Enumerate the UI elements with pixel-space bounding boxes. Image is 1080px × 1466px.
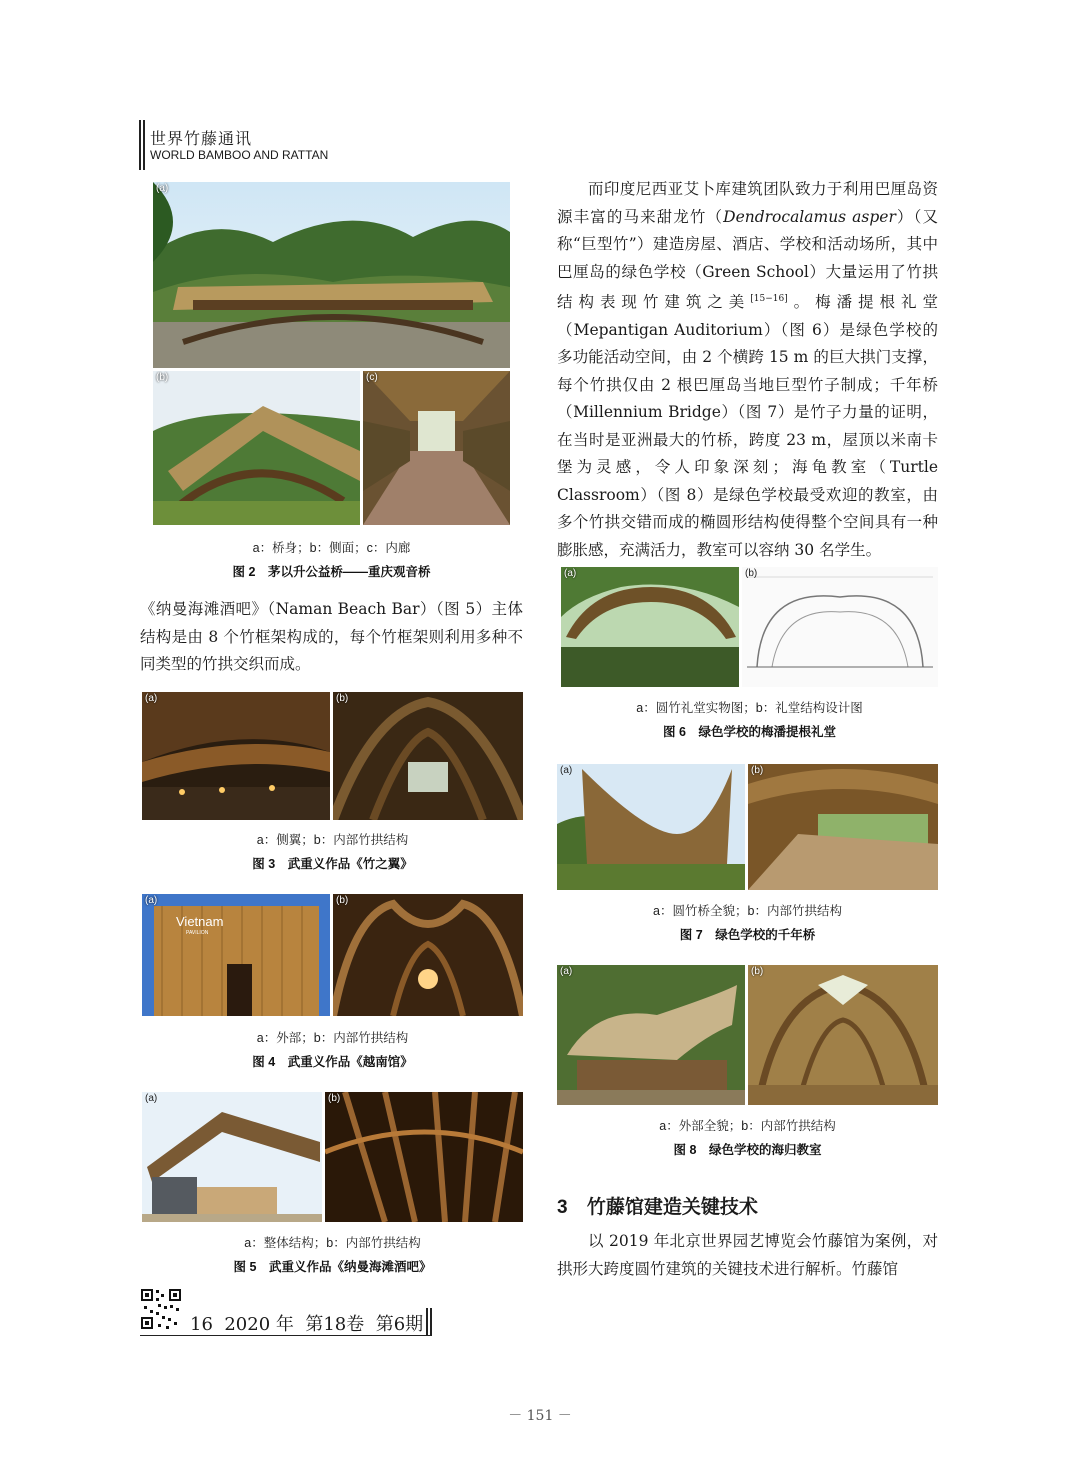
qr-code-icon (140, 1288, 182, 1330)
fig2-caption: 图 2 茅以升公益桥——重庆观音桥 (232, 565, 431, 579)
fig4-subcaption: a：外部；b：内部竹拱结构 (256, 1031, 409, 1045)
fig5b-tag: (b) (328, 1093, 341, 1104)
fig2a-tag: (a) (156, 183, 169, 194)
page-number: － 151 － (508, 1408, 572, 1424)
fig4b-pavilion-interior-photo (333, 894, 523, 1016)
fig2b-bridge-side-photo (153, 371, 360, 525)
fig2c-tag: (c) (366, 372, 378, 383)
footer-issue: 第6期 (375, 1314, 424, 1335)
fig5a-bar-structure-photo (142, 1092, 322, 1222)
fig6a-auditorium-photo (561, 567, 739, 687)
left-paragraph: 《纳曼海滩酒吧》（Naman Beach Bar）（图 5）主体结构是由 8 个竹框架构成的，每个竹框架则利用多种不同类型的竹拱交织而成。 (140, 600, 523, 673)
fig4-caption: 图 4 武重义作品《越南馆》 (252, 1055, 413, 1069)
fig8a-tag: (a) (560, 966, 573, 977)
fig7-subcaption: a：圆竹桥全貌；b：内部竹拱结构 (653, 904, 842, 918)
fig2b-tag: (b) (156, 372, 169, 383)
fig6a-tag: (a) (564, 568, 577, 579)
section-title: 竹藤馆建造关键技术 (586, 1197, 758, 1218)
fig3a-wing-photo (142, 692, 330, 820)
fig6-subcaption: a：圆竹礼堂实物图；b：礼堂结构设计图 (636, 701, 863, 715)
fig5-subcaption: a：整体结构；b：内部竹拱结构 (244, 1236, 421, 1250)
vietnam-sign: Vietnam (176, 914, 224, 929)
fig7a-bridge-photo (557, 764, 745, 890)
fig6-caption: 图 6 绿色学校的梅潘提根礼堂 (663, 725, 836, 739)
footer-bar (426, 1308, 432, 1336)
header-bar (139, 120, 145, 170)
fig5-caption: 图 5 武重义作品《纳曼海滩酒吧》 (233, 1260, 432, 1274)
fig7b-bridge-interior-photo (748, 764, 938, 890)
footer-volume: 第18卷 (305, 1314, 365, 1335)
fig3-caption: 图 3 武重义作品《竹之翼》 (252, 857, 413, 871)
right-text-part2: ）（又称“巨型竹”）建造房屋、酒店、学校和活动场所，其中巴厘岛的绿色学校（Green School）大量运用了竹拱结构表现竹建筑之美 (557, 207, 938, 312)
fig8-subcaption: a：外部全貌；b：内部竹拱结构 (659, 1119, 836, 1133)
fig3b-arch-photo (333, 692, 523, 820)
right-text-part1: 而印度尼西亚艾卜库建筑团队致力于利用巴厘岛资源丰富的马来甜龙竹（ (557, 180, 938, 226)
fig8b-tag: (b) (751, 966, 764, 977)
fig8-caption: 图 8 绿色学校的海归教室 (673, 1143, 822, 1157)
footer-rule (140, 1335, 430, 1336)
section-paragraph (557, 1228, 938, 1283)
fig6b-auditorium-drawing (742, 567, 938, 687)
fig2a-bridge-photo (153, 182, 510, 368)
fig2-subcaption: a：桥身；b：侧面；c：内廊 (252, 541, 411, 555)
fig4a-tag: (a) (145, 895, 158, 906)
fig8a-classroom-exterior-photo (557, 965, 745, 1105)
fig4a-pavilion-exterior-photo (142, 894, 330, 1016)
right-paragraph (557, 176, 938, 564)
fig3a-tag: (a) (145, 693, 158, 704)
fig4b-tag: (b) (336, 895, 349, 906)
fig5b-bar-interior-photo (325, 1092, 523, 1222)
pavilion-sign: PAVILION (186, 930, 209, 936)
fig3b-tag: (b) (336, 693, 349, 704)
reference-mark: [15−16] (750, 294, 788, 304)
fig7-caption: 图 7 绿色学校的千年桥 (679, 928, 816, 942)
right-text-part3: 。梅潘提根礼堂（Mepantigan Auditorium）（图 6）是绿色学校的多功能活动空间，由 2 个横跨 15 m 的巨大拱门支撑，每个竹拱仅由 2 根巴厘岛当地巨型竹子制成；千年桥（Millennium Bridge）（图 7）是竹子力量的证明，在当时是亚洲最大的竹桥，跨度 23 m，屋顶以米南卡堡为灵感，令人印象深刻；海龟教室（Turtle Classroom）（图 8）是绿色学校最受欢迎的教室，由多个竹拱交错而成的椭圆形结构使得整个空间具有一种膨胀感，充满活力，教室可以容纳 30 名学生。 (557, 293, 938, 559)
footer-page: 16 (190, 1314, 213, 1335)
footer-issue-info (190, 1310, 423, 1336)
footer-year: 2020 年 (224, 1314, 294, 1335)
journal-title-cn: 世界竹藤通讯 (150, 129, 253, 148)
fig3-subcaption: a：侧翼；b：内部竹拱结构 (256, 833, 409, 847)
fig6b-tag: (b) (745, 568, 758, 579)
section-number: 3 (557, 1197, 568, 1218)
section-heading (557, 1192, 758, 1219)
section-text: 以 2019 年北京世界园艺博览会竹藤馆为案例，对拱形大跨度圆竹建筑的关键技术进行解析。竹藤馆 (557, 1232, 938, 1278)
fig7b-tag: (b) (751, 765, 764, 776)
fig5a-tag: (a) (145, 1093, 158, 1104)
fig7a-tag: (a) (560, 765, 573, 776)
journal-title-en: WORLD BAMBOO AND RATTAN (150, 148, 329, 162)
fig8b-classroom-interior-photo (748, 965, 938, 1105)
latin-species-name: Dendrocalamus asper (723, 207, 896, 226)
fig2c-bridge-corridor-photo (363, 371, 510, 525)
